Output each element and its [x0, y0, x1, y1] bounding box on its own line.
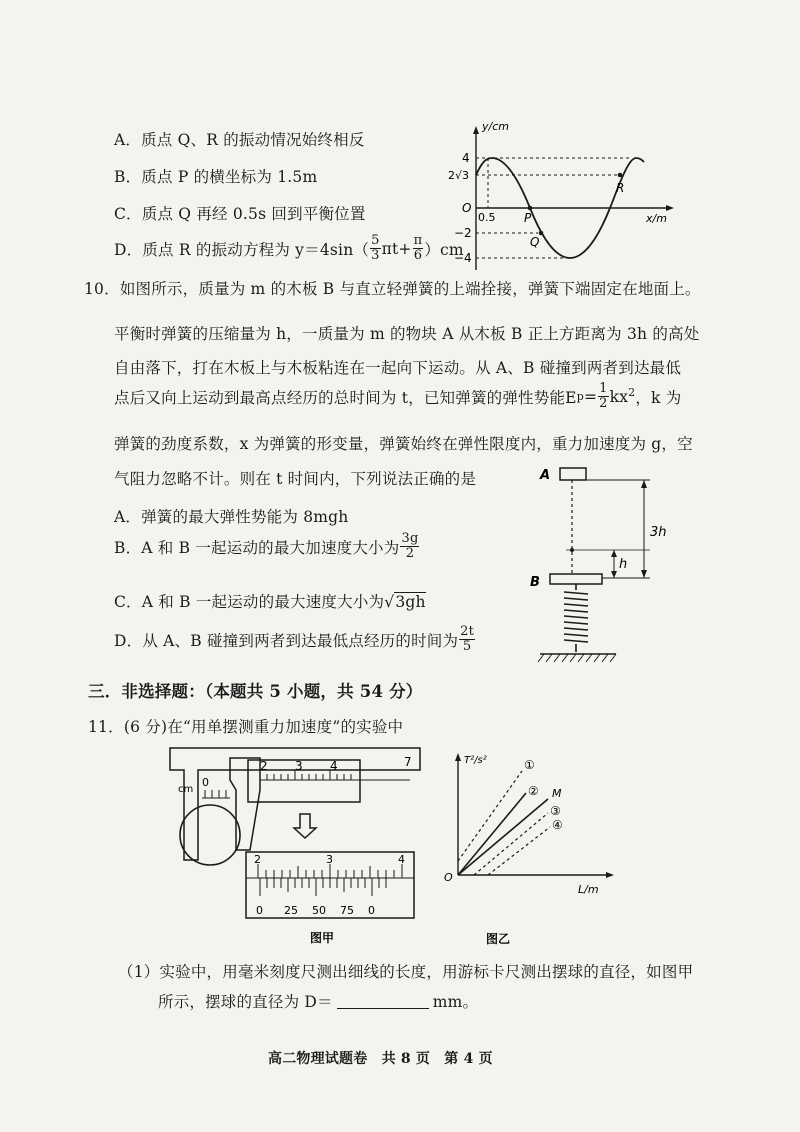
- label-b: B: [530, 575, 540, 590]
- main-scale-ticks: [202, 780, 410, 798]
- frac-denominator: 2: [405, 546, 415, 561]
- answer-blank[interactable]: [337, 1008, 429, 1009]
- ground-hatch: [538, 654, 616, 662]
- q10-option-d-prefix: D．从 A、B 碰撞到两者到达最低点经历的时间为: [114, 631, 459, 650]
- q10-option-b: [114, 532, 420, 561]
- block-a: [560, 468, 586, 480]
- main-scale-7: 7: [404, 755, 412, 769]
- vernier-end-0: 0: [368, 904, 375, 917]
- q10-line-2: 平衡时弹簧的压缩量为 h，一质量为 m 的物块 A 从木板 B 正上方距离为 3h 的高处: [114, 325, 700, 343]
- label-h: h: [619, 557, 628, 572]
- y-tick-2sqrt3: 2√3: [448, 169, 470, 182]
- q9-option-c: C．质点 Q 再经 0.5s 回到平衡位置: [114, 205, 366, 223]
- y-tick-neg4: −4: [454, 251, 472, 265]
- vernier-0: 0: [256, 904, 263, 917]
- spring: [564, 584, 588, 652]
- figure-b-caption: 图乙: [486, 932, 511, 945]
- q9-option-d: [114, 234, 464, 263]
- vernier-25: 25: [284, 904, 298, 917]
- q10-line-4: [114, 382, 681, 411]
- sqrt-sign: √: [384, 593, 395, 611]
- q10-option-d: [114, 625, 476, 654]
- graph2-line-3-label: ③: [550, 804, 561, 818]
- line-2: [458, 793, 526, 875]
- caliper-jaw: [230, 758, 260, 850]
- line-4: [488, 827, 550, 875]
- q10-line-4-prefix: 点后又向上运动到最高点经历的总时间为 t，已知弹簧的弹性势能E: [114, 388, 577, 407]
- graph2-line-m-label: M: [552, 787, 562, 800]
- dim-arrow-top: [641, 480, 647, 488]
- y-axis-arrow: [455, 753, 461, 761]
- wave-graph: [440, 118, 680, 278]
- zoom-scale-3: 3: [326, 853, 333, 866]
- x-tick-05: 0.5: [478, 211, 496, 224]
- zoom-vernier-ticks: [260, 878, 386, 896]
- q10-line-3: 自由落下，打在木板上与木板粘连在一起向下运动。从 A、B 碰撞到两者到达最低: [114, 359, 682, 377]
- caliper-figure: [160, 740, 440, 950]
- q10-line-4-kx: kx: [609, 387, 629, 406]
- q10-line-4-frac: [598, 382, 608, 411]
- main-scale-4: 4: [330, 759, 338, 773]
- zoom-scale-2: 2: [254, 853, 261, 866]
- frac-numerator: 1: [599, 381, 608, 396]
- q9-option-a: A．质点 Q、R 的振动情况始终相反: [114, 131, 365, 149]
- q9-option-d-mid: πt+: [381, 239, 412, 258]
- frac-numerator: 3g: [401, 531, 419, 546]
- figure-a-caption: 图甲: [310, 931, 335, 945]
- spring-figure: [520, 462, 680, 672]
- q10-line-6: 气阻力忽略不计。则在 t 时间内，下列说法正确的是: [114, 470, 477, 488]
- graph2-x-label: L/m: [578, 883, 599, 896]
- frac-numerator: 2t: [460, 624, 475, 639]
- zoom-scale-4: 4: [398, 853, 405, 866]
- q10-option-c-radicand: 3gh: [395, 593, 426, 611]
- x-axis-arrow: [606, 872, 614, 878]
- q10-line-5: 弹簧的劲度系数，x 为弹簧的形变量，弹簧始终在弹性限度内，重力加速度为 g，空: [114, 435, 693, 453]
- line-3: [474, 813, 548, 875]
- y-tick-4: 4: [462, 151, 470, 165]
- q10-line-4-suffix: ，k 为: [635, 388, 682, 407]
- frac-denominator: 3: [371, 248, 380, 263]
- x-axis-label: x/m: [646, 212, 667, 225]
- graph2-line-4-label: ④: [552, 818, 563, 832]
- graph2-origin: O: [444, 871, 453, 884]
- q9-option-d-prefix: D．质点 R 的振动方程为 y＝4sin（: [114, 240, 370, 259]
- q11-title: 11．(6 分)在“用单摆测重力加速度”的实验中: [88, 718, 404, 736]
- q10-option-c: [114, 590, 426, 612]
- frac-denominator: 5: [462, 639, 472, 654]
- frac-denominator: 6: [413, 248, 423, 263]
- graph2-line-1-label: ①: [524, 758, 535, 772]
- q11-sub1-line-2: [158, 990, 478, 1012]
- point-p-dot: [528, 206, 533, 211]
- y-tick-neg2: −2: [454, 226, 472, 240]
- main-scale-0: 0: [202, 776, 209, 789]
- x-axis-arrow: [666, 205, 674, 211]
- frac-numerator: π: [413, 233, 423, 248]
- point-r-dot: [618, 173, 623, 178]
- dim-arrow-bottom: [641, 570, 647, 578]
- origin-label: O: [462, 201, 472, 215]
- vernier-50: 50: [312, 904, 326, 917]
- point-p-label: P: [524, 211, 532, 225]
- q10-line-4-eq: =: [583, 387, 598, 406]
- q11-sub1-line-2-suffix: mm。: [432, 993, 479, 1011]
- label-a: A: [540, 468, 551, 483]
- q10-option-c-prefix: C．A 和 B 一起运动的最大速度大小为: [114, 593, 385, 611]
- vernier-75: 75: [340, 904, 354, 917]
- section-3-title: 三．非选择题：（本题共 5 小题，共 54 分）: [88, 682, 423, 701]
- main-scale-3: 3: [295, 759, 303, 773]
- point-r-label: R: [616, 181, 625, 195]
- q10-line-4-sub: p: [576, 390, 584, 403]
- q10-option-b-prefix: B．A 和 B 一起运动的最大加速度大小为: [114, 538, 400, 557]
- point-q-label: Q: [530, 235, 540, 249]
- board-b: [550, 574, 602, 584]
- q10-option-b-frac: [400, 532, 419, 561]
- down-arrow-icon: [294, 814, 316, 838]
- q11-sub1-line-2-prefix: 所示，摆球的直径为 D＝: [158, 993, 333, 1011]
- frac-numerator: 5: [371, 233, 380, 248]
- dim-h-arrow-bottom: [611, 571, 617, 578]
- q10-line-4-sup: 2: [628, 386, 636, 399]
- q10-option-a: A．弹簧的最大弹性势能为 8mgh: [114, 508, 349, 526]
- label-3h: 3h: [650, 525, 667, 540]
- q9-option-b: B．质点 P 的横坐标为 1.5m: [114, 168, 318, 186]
- graph2-line-2-label: ②: [528, 784, 539, 798]
- pendulum-ball: [180, 805, 240, 865]
- q11-sub1-line-1: （1）实验中，用毫米刻度尺测出细线的长度，用游标卡尺测出摆球的直径，如图甲: [118, 963, 694, 981]
- q9-option-d-suffix: ）cm: [424, 240, 464, 259]
- equilibrium-dot: [570, 548, 574, 552]
- y-axis-arrow: [473, 126, 479, 134]
- q10-line-1: 10．如图所示，质量为 m 的木板 B 与直立轻弹簧的上端拴接，弹簧下端固定在地面上。: [84, 280, 701, 298]
- frac-denominator: 2: [599, 396, 608, 411]
- t2-l-graph: [440, 745, 620, 945]
- zoom-main-ticks: [258, 864, 402, 878]
- q9-option-d-frac2: [413, 234, 424, 263]
- main-scale-2: 2: [260, 759, 268, 773]
- y-axis-label: y/cm: [482, 120, 509, 133]
- dim-h-arrow-top: [611, 550, 617, 557]
- page-footer: 高二物理试题卷 共 8 页 第 4 页: [268, 1051, 493, 1067]
- graph2-y-label: T²/s²: [464, 755, 487, 766]
- cm-label: cm: [178, 784, 194, 795]
- q9-option-d-frac1: [370, 234, 380, 263]
- q10-option-d-frac: [459, 625, 475, 654]
